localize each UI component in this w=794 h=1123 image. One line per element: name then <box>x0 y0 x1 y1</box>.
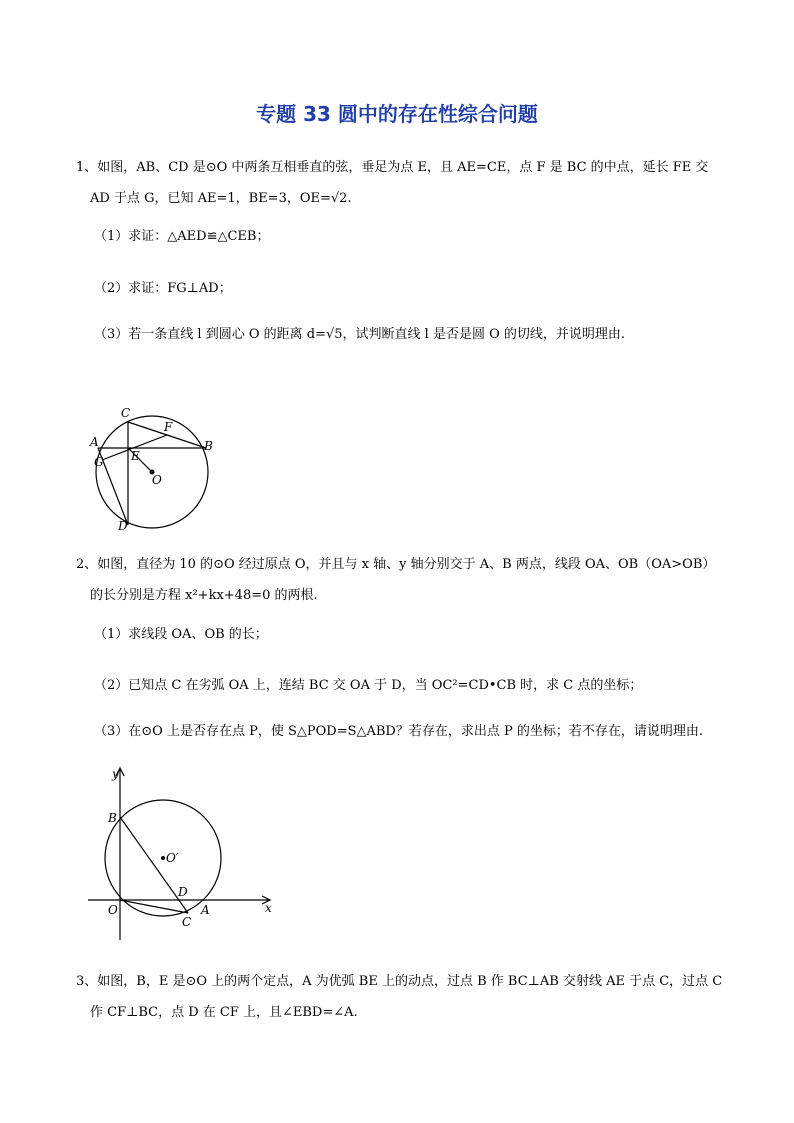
label-y: y <box>112 767 119 781</box>
problem-1-subquestion-3: （3）若一条直线 l 到圆心 O 的距离 d=√5，试判断直线 l 是否是圆 O 的切线，并说明理由. <box>94 327 625 342</box>
problem-2-figure <box>88 760 288 945</box>
center-o-prime-point <box>161 856 165 860</box>
label-e: E <box>131 449 140 463</box>
problem-1-subquestion-1: （1）求证：△AED≌△CEB； <box>94 229 270 244</box>
label-x: x <box>265 901 272 915</box>
problem-3-line-1: 3、如图，B，E 是⊙O 上的两个定点，A 为优弧 BE 上的动点，过点 B 作 BC⊥AB 交射线 AE 于点 C，过点 C <box>76 974 723 989</box>
problem-2-subquestion-1: （1）求线段 OA、OB 的长； <box>94 627 268 642</box>
problem-1-line-1: 1、如图，AB、CD 是⊙O 中两条互相垂直的弦，垂足为点 E，且 AE=CE，点 F 是 BC 的中点，延长 FE 交 <box>76 160 709 175</box>
label-a: A <box>201 903 210 917</box>
problem-1-line-2: AD 于点 G，已知 AE=1，BE=3，OE=√2. <box>90 191 352 206</box>
problem-2-subquestion-2: （2）已知点 C 在劣弧 OA 上，连结 BC 交 OA 于 D，当 OC²=CD•CB 时，求 C 点的坐标； <box>94 678 643 693</box>
label-o-prime: O′ <box>166 851 179 865</box>
problem-3-line-2: 作 CF⊥BC，点 D 在 CF 上，且∠EBD=∠A. <box>90 1005 358 1020</box>
problem-2-line-2: 的长分别是方程 x²+kx+48=0 的两根. <box>90 588 318 603</box>
problem-1-figure <box>80 400 225 540</box>
label-o: O <box>108 903 118 917</box>
label-d: D <box>118 519 128 533</box>
problem-2-subquestion-3: （3）在⊙O 上是否存在点 P，使 S△POD=S△ABD？若存在，求出点 P 的坐标；若不存在，请说明理由. <box>94 724 704 739</box>
label-b: B <box>204 439 213 453</box>
problem-2-line-1: 2、如图，直径为 10 的⊙O 经过原点 O，并且与 x 轴、y 轴分别交于 A、B 两点，线段 OA、OB（OA>OB） <box>76 557 716 572</box>
label-b: B <box>108 811 117 825</box>
page-title: 专题 33 圆中的存在性综合问题 <box>256 102 538 126</box>
label-d: D <box>178 885 188 899</box>
label-c: C <box>121 406 131 420</box>
label-a: A <box>90 435 99 449</box>
label-o: O <box>152 473 162 487</box>
label-c: C <box>182 915 192 929</box>
label-g: G <box>94 455 104 469</box>
label-f: F <box>164 420 173 434</box>
problem-1-subquestion-2: （2）求证：FG⊥AD； <box>94 281 232 296</box>
